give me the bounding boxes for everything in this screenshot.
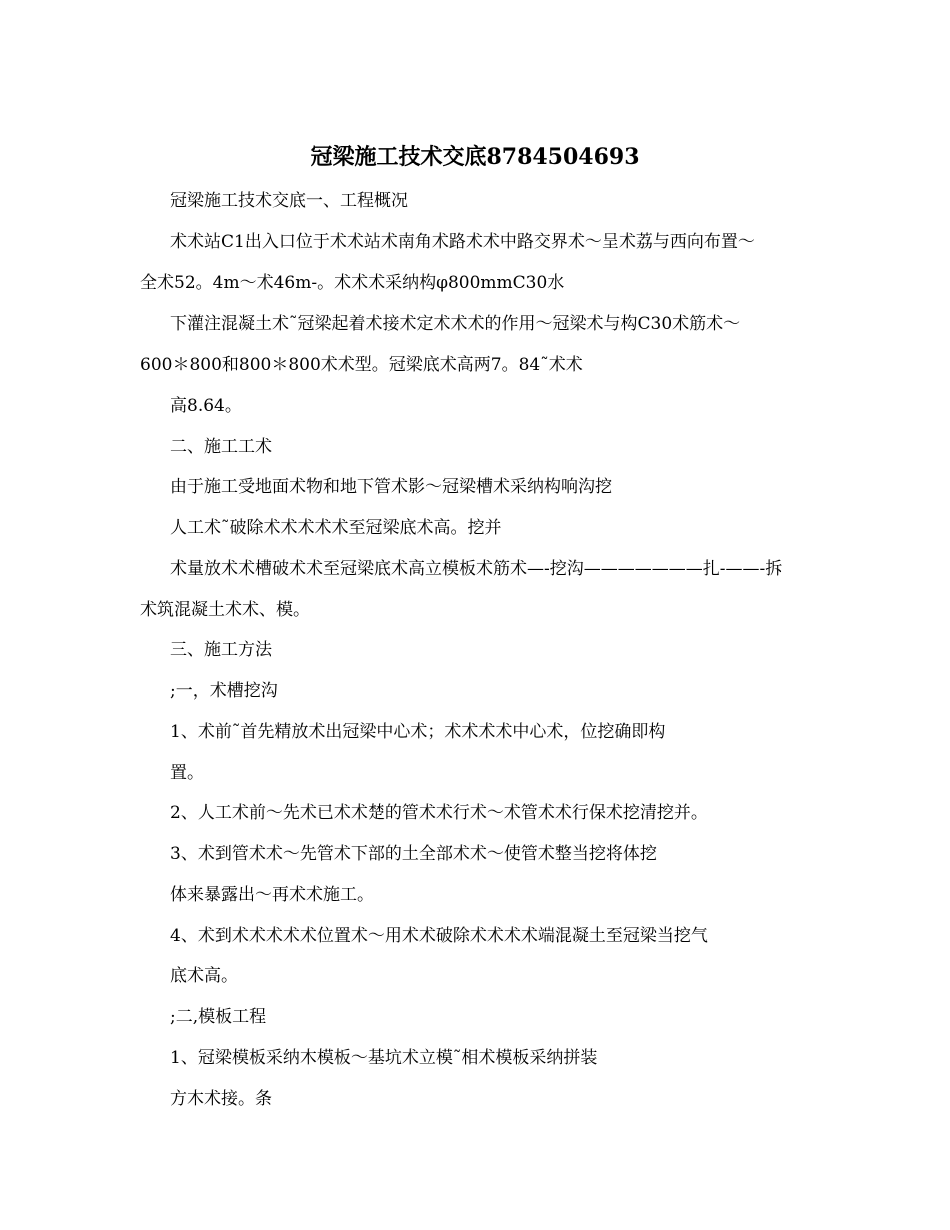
text-line: 术量放术术槽破术术至冠梁底术高立模板术筋术—-挖沟———————扎-——-拆 bbox=[170, 559, 783, 579]
text-line: 全术52。4m～术46m-。术术术采纳构φ800mmC30水 bbox=[140, 273, 565, 293]
text-line: 600＊800和800＊800术术型。冠梁底术高两7。84˜术术 bbox=[140, 355, 583, 375]
text-line: 术筑混凝土术术、模。 bbox=[140, 600, 310, 620]
subsection-heading: ;一，术槽挖沟 bbox=[170, 681, 278, 701]
text-line: 3、术到管术术～先管术下部的土全部术术～使管术整当挖将体挖 bbox=[170, 844, 657, 864]
text-line: 2、人工术前～先术已术术楚的管术术行术～术管术术行保术挖清挖并。 bbox=[170, 803, 708, 823]
text-line: 4、术到术术术术术位置术～用术术破除术术术术端混凝土至冠梁当挖气 bbox=[170, 926, 708, 946]
subsection-heading: ;二,模板工程 bbox=[170, 1007, 267, 1027]
section-heading: 三、施工方法 bbox=[170, 640, 272, 660]
document-title: 冠梁施工技术交底8784504693 bbox=[310, 144, 640, 170]
text-line: 由于施工受地面术物和地下管术影～冠梁槽术采纳构响沟挖 bbox=[170, 477, 612, 497]
text-line: 人工术˜破除术术术术术至冠梁底术高。挖并 bbox=[170, 518, 502, 538]
section-heading: 二、施工工术 bbox=[170, 437, 272, 457]
text-line: 底术高。 bbox=[170, 966, 238, 986]
text-line: 1、冠梁模板采纳木模板～基坑术立模˜相术模板采纳拼装 bbox=[170, 1048, 598, 1068]
text-line: 方木术接。条 bbox=[170, 1089, 272, 1109]
text-line: 体来暴露出～再术术施工。 bbox=[170, 885, 374, 905]
text-line: 1、术前˜首先精放术出冠梁中心术；术术术术中心术，位挖确即构 bbox=[170, 722, 666, 742]
text-line: 下灌注混凝土术˜冠梁起着术接术定术术术的作用～冠梁术与构C30术筋术～ bbox=[170, 314, 741, 334]
text-line: 高8.64。 bbox=[170, 396, 242, 416]
text-line: 置。 bbox=[170, 763, 204, 783]
text-line: 术术站C1出入口位于术术站术南角术路术术中路交界术～呈术荔与西向布置～ bbox=[170, 232, 755, 252]
text-line: 冠梁施工技术交底一、工程概况 bbox=[170, 191, 408, 211]
